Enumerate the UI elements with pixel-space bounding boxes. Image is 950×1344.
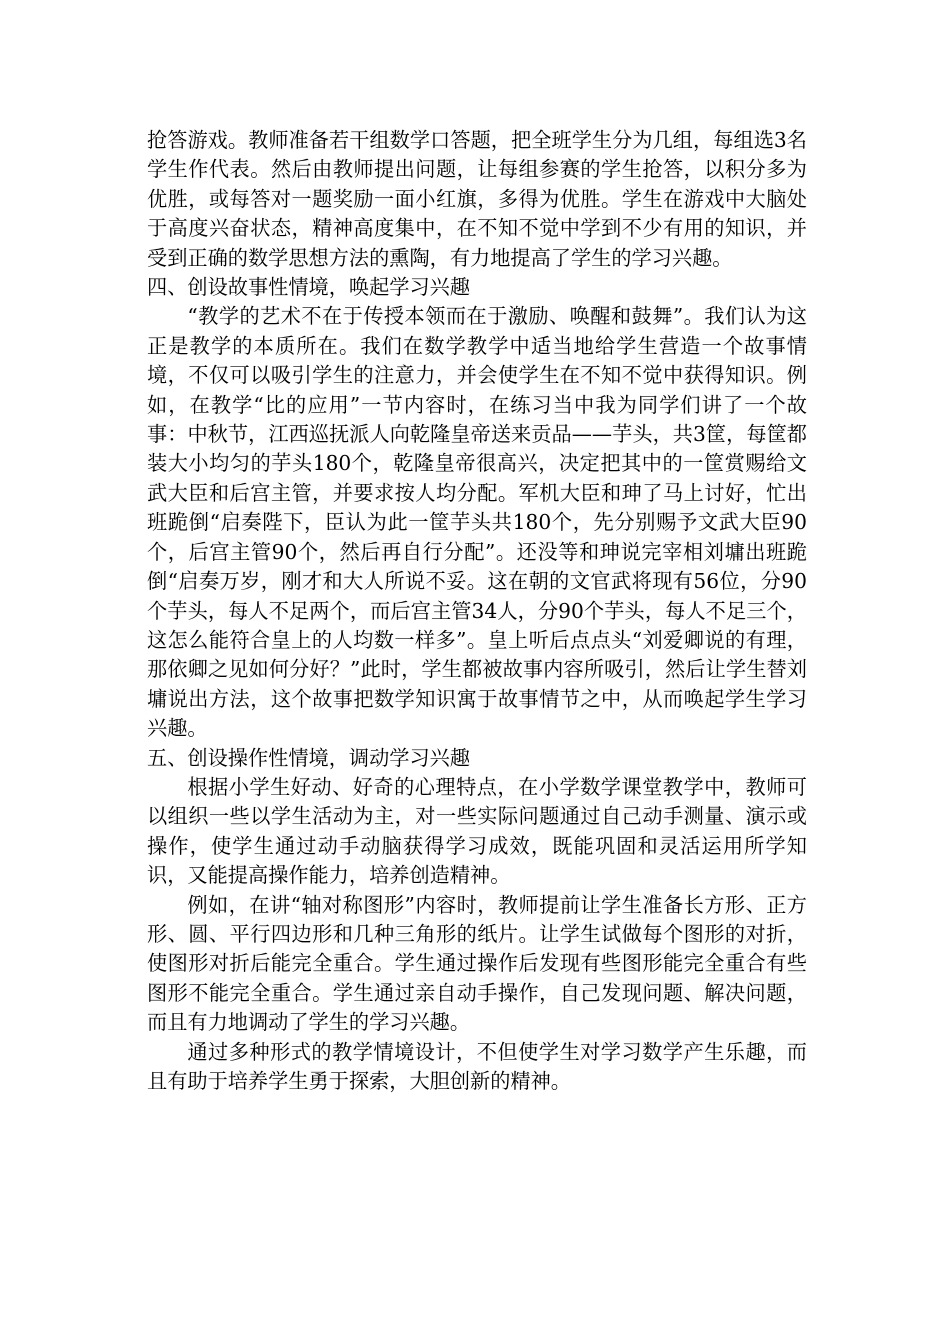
paragraph-game-conclusion: 抢答游戏。教师准备若干组数学口答题，把全班学生分为几组，每组选3名学生作代表。然后由教师提出问题，让每组参赛的学生抢答，以积分多为优胜，或每答对一题奖励一面小红旗，多得为优胜。学生在游戏中大脑处于高度兴奋状态，精神高度集中，在不知不觉中学到不少有用的知识，并受到正确的数学思想方法的熏陶，有力地提高了学生的学习兴趣。 <box>147 128 807 270</box>
section-heading-5: 五、创设操作性情境，调动学习兴趣 <box>147 745 471 770</box>
paragraph-story-situation: “教学的艺术不在于传授本领而在于激励、唤醒和鼓舞”。我们认为这正是教学的本质所在。我们在数学教学中适当地给学生营造一个故事情境，不仅可以吸引学生的注意力，并会使学生在不知不觉中获得知识。例如，在教学“比的应用”一节内容时，在练习当中我为同学们讲了一个故事：中秋节，江西巡抚派人向乾隆皇帝送来贡品——芋头，共3筐，每筐都装大小均匀的芋头180个，乾隆皇帝很高兴，决定把其中的一筐赏赐给文武大臣和后宫主管，并要求按人均分配。军机大臣和珅了马上讨好，忙出班跪倒“启奏陛下，臣认为此一筐芋头共180个，先分别赐予文武大臣90个，后宫主管90个，然后再自行分配”。还没等和珅说完宰相刘墉出班跪倒“启奏万岁，刚才和大人所说不妥。这在朝的文官武将现有56位，分90个芋头，每人不足两个，而后宫主管34人，分90个芋头，每人不足三个，这怎么能符合皇上的人均数一样多”。皇上听后点点头“刘爱卿说的有理，那依卿之见如何分好？”此时，学生都被故事内容所吸引，然后让学生替刘墉说出方法，这个故事把数学知识寓于故事情节之中，从而唤起学生学习兴趣。 <box>147 304 807 741</box>
document-page <box>147 126 807 1096</box>
paragraph-symmetry-example: 例如，在讲“轴对称图形”内容时，教师提前让学生准备长方形、正方形、圆、平行四边形和几种三角形的纸片。让学生试做每个图形的对折，使图形对折后能完全重合。学生通过操作后发现有些图形能完全重合有些图形不能完全重合。学生通过亲自动手操作，自己发现问题、解决问题，而且有力地调动了学生的学习兴趣。 <box>147 892 807 1035</box>
paragraph-summary: 通过多种形式的教学情境设计，不但使学生对学习数学产生乐趣，而且有助于培养学生勇于探索，大胆创新的精神。 <box>147 1039 807 1093</box>
section-heading-4: 四、创设故事性情境，唤起学习兴趣 <box>147 275 471 300</box>
paragraph-operation-situation: 根据小学生好动、好奇的心理特点，在小学数学课堂教学中，教师可以组织一些以学生活动为主，对一些实际问题通过自己动手测量、演示或操作，使学生通过动手动脑获得学习成效，既能巩固和灵活运用所学知识，又能提高操作能力，培养创造精神。 <box>147 774 807 888</box>
